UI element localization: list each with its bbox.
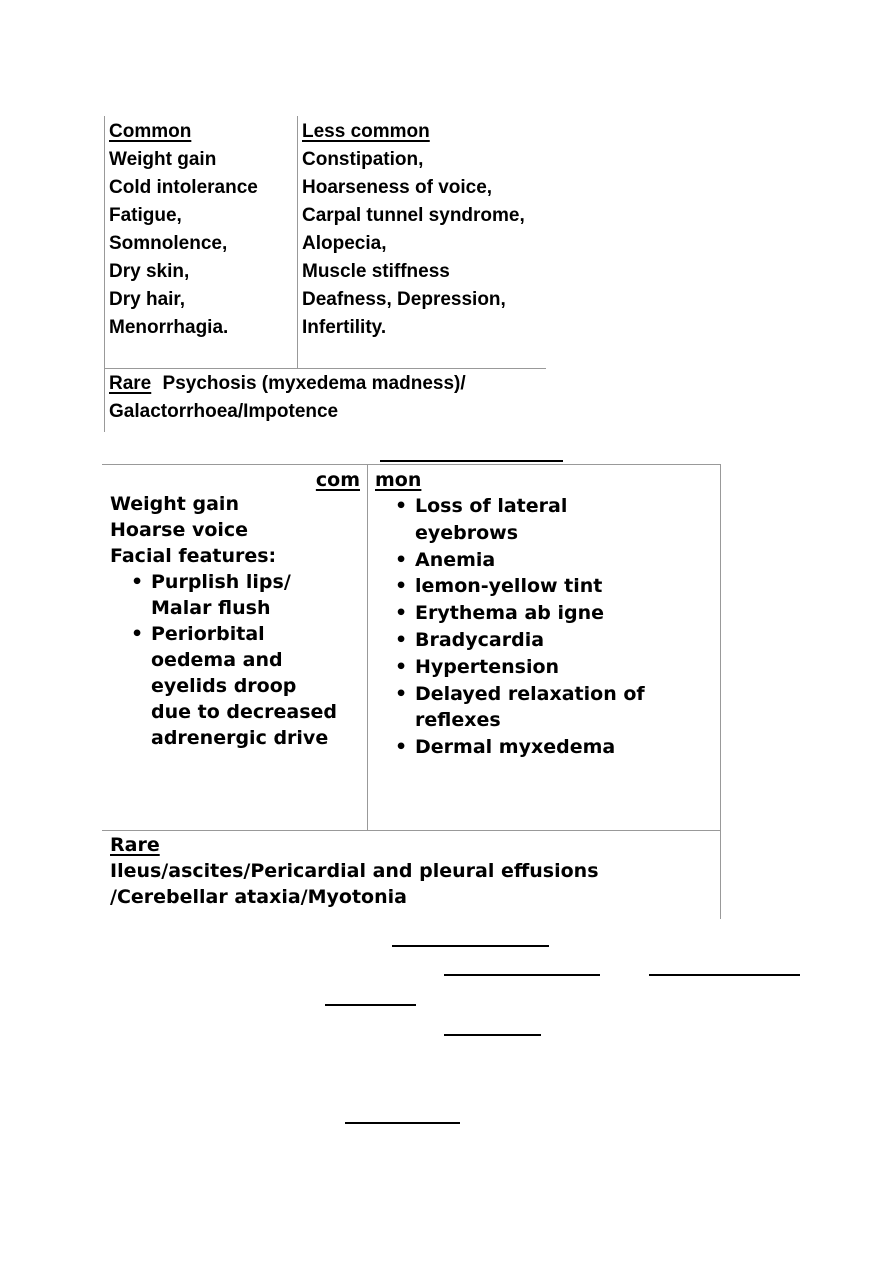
- rare-text: /Cerebellar ataxia/Myotonia: [110, 886, 407, 908]
- rare-label: Rare: [109, 373, 152, 394]
- signs-table: [102, 464, 721, 919]
- common-symptom: Fatigue,: [109, 205, 182, 226]
- facial-feature-item: • Periorbital oedema and eyelids droop due to decreased adrenergic drive: [131, 621, 341, 751]
- rare-signs: [110, 832, 720, 910]
- less-common-symptom: Infertility.: [302, 317, 387, 338]
- table-border: [102, 464, 721, 465]
- common-header-left: com: [315, 469, 360, 491]
- symptoms-table: [104, 116, 546, 434]
- blank-underline: [392, 945, 549, 947]
- less-common-symptom: Hoarseness of voice,: [302, 177, 493, 198]
- sign-bullet-item: • Hypertension: [395, 654, 695, 681]
- blank-underline: [649, 974, 800, 976]
- rare-label: Rare: [110, 834, 160, 856]
- common-header: Common: [109, 121, 192, 142]
- table-border: [720, 464, 721, 919]
- sign-item: Weight gain: [110, 493, 239, 515]
- rare-text: Psychosis (myxedema madness)/: [162, 373, 466, 394]
- table-border: [367, 464, 368, 830]
- blank-underline: [380, 460, 563, 462]
- less-common-symptom: Deafness, Depression,: [302, 289, 506, 310]
- common-symptom: Somnolence,: [109, 233, 228, 254]
- common-signs-left: [110, 491, 365, 751]
- rare-symptoms: [109, 370, 539, 426]
- common-symptom: Dry hair,: [109, 289, 186, 310]
- common-signs-right: [375, 493, 715, 761]
- common-symptom: Cold intolerance: [109, 177, 258, 198]
- blank-underline: [444, 974, 600, 976]
- sign-bullet-item: • Delayed relaxation of reflexes: [395, 681, 685, 735]
- less-common-symptom: Carpal tunnel syndrome,: [302, 205, 525, 226]
- less-common-symptoms-column: [302, 118, 546, 342]
- common-symptom: Dry skin,: [109, 261, 190, 282]
- rare-text: Ileus/ascites/Pericardial and pleural effusions: [110, 860, 599, 882]
- sign-item: Hoarse voice: [110, 519, 249, 541]
- less-common-symptom: Constipation,: [302, 149, 424, 170]
- sign-bullet-item: • Erythema ab igne: [395, 600, 695, 627]
- table-border: [104, 368, 546, 369]
- facial-feature-item: • Purplish lips/ Malar flush: [131, 569, 341, 621]
- table-border: [102, 830, 721, 831]
- less-common-symptom: Alopecia,: [302, 233, 387, 254]
- common-symptom: Menorrhagia.: [109, 317, 229, 338]
- less-common-symptom: Muscle stiffness: [302, 261, 450, 282]
- table-border: [297, 116, 298, 368]
- rare-text: Galactorrhoea/Impotence: [109, 401, 339, 422]
- table-border: [104, 116, 105, 432]
- less-common-header: Less common: [302, 121, 430, 142]
- common-symptom: Weight gain: [109, 149, 217, 170]
- sign-bullet-item: • Anemia: [395, 547, 695, 574]
- sign-bullet-item: • Loss of lateral eyebrows: [395, 493, 605, 547]
- blank-underline: [345, 1122, 460, 1124]
- common-symptoms-column: [109, 118, 294, 342]
- blank-underline: [325, 1004, 416, 1006]
- sign-bullet-item: • lemon-yellow tint: [395, 573, 695, 600]
- blank-underline: [444, 1034, 541, 1036]
- sign-item: Facial features:: [110, 545, 277, 567]
- sign-bullet-item: • Bradycardia: [395, 627, 695, 654]
- sign-bullet-item: • Dermal myxedema: [395, 734, 695, 761]
- common-header-right: mon: [375, 469, 422, 491]
